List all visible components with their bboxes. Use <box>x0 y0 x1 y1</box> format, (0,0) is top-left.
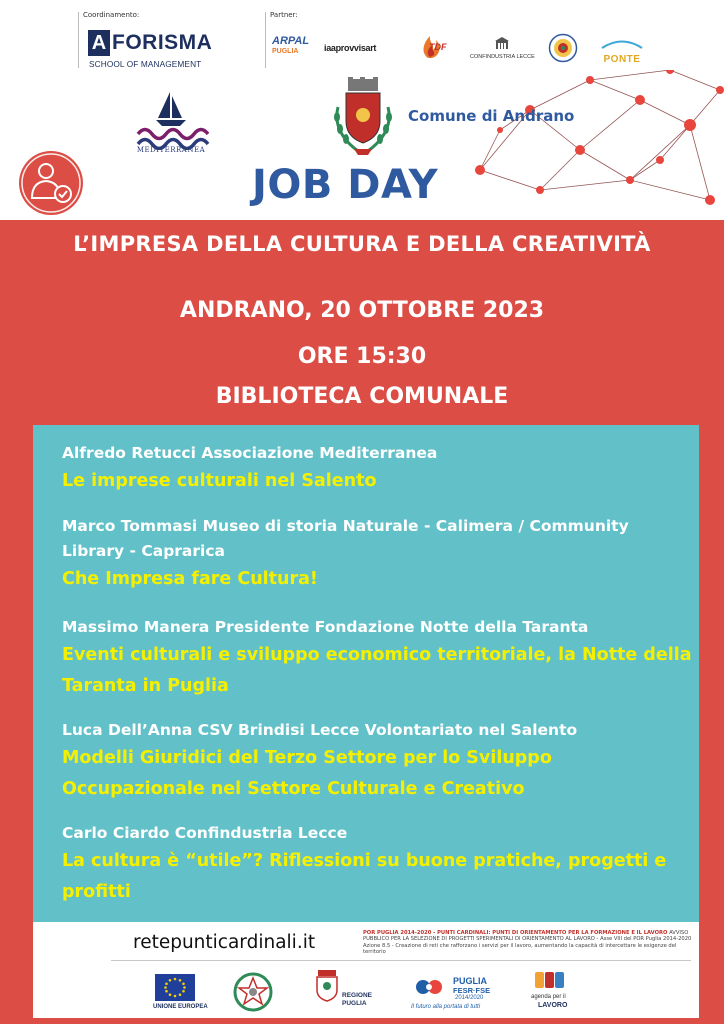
network-graphic <box>470 70 724 220</box>
arpal-puglia-logo <box>272 36 314 62</box>
website-link[interactable]: retepunticardinali.it <box>133 932 316 953</box>
bridge-icon <box>598 39 646 49</box>
program-item <box>62 441 692 497</box>
job-candidate-icon <box>16 148 86 218</box>
speaker-name: Luca Dell’Anna CSV Brindisi Lecce Volontariato nel Salento <box>62 721 578 739</box>
eu-caption: UNIONE EUROPEA <box>153 1004 208 1010</box>
event-venue: BIBLIOTECA COMUNALE <box>215 384 509 409</box>
event-date: ANDRANO, 20 OTTOBRE 2023 <box>179 298 545 323</box>
agenda-caption-2: LAVORO <box>538 1002 568 1009</box>
tdf-logo-text: TDF <box>429 42 447 52</box>
aforisma-logo-subtitle: SCHOOL OF MANAGEMENT <box>89 59 202 69</box>
confindustria-lecce-logo <box>470 36 534 62</box>
aforisma-logo <box>88 26 228 68</box>
seal-icon <box>548 33 578 63</box>
building-icon <box>495 37 509 49</box>
italian-republic-emblem-icon <box>233 972 273 1012</box>
right-border <box>699 425 724 1024</box>
divider <box>265 12 266 68</box>
mediterranea-caption: MEDITERRANEA <box>136 146 206 154</box>
regione-caption-1: REGIONE <box>342 992 372 999</box>
fine-print-title: POR PUGLIA 2014-2020 - PUNTI CARDINALI: PUNTI DI ORIENTAMENTO PER LA FORMAZIONE E IL LAVORO <box>363 930 668 936</box>
program-item <box>62 615 692 702</box>
divider <box>78 12 79 68</box>
program-panel <box>33 425 699 922</box>
fine-print <box>363 930 693 956</box>
fesr-title: PUGLIA <box>453 976 488 986</box>
agenda-lavoro-logo-icon <box>533 970 567 990</box>
bottom-border <box>33 1018 699 1024</box>
event-subtitle: L’IMPRESA DELLA CULTURA E DELLA CREATIVITÀ <box>73 232 651 256</box>
divider <box>111 960 691 961</box>
talk-topic: Che Impresa fare Cultura! <box>62 569 318 589</box>
arpal-logo-line1: ARPAL <box>272 35 310 47</box>
speaker-name: Marco Tommasi Museo di storia Naturale - Calimera / Community Library - Caprarica <box>62 517 629 560</box>
partner-label: Partner: <box>270 11 298 19</box>
por-puglia-logo-icon <box>415 978 449 996</box>
talk-topic: La cultura è “utile”? Riflessioni su buone pratiche, progetti e profitti <box>62 851 667 902</box>
partner-seal-logo <box>548 33 578 63</box>
partner-logo-strip <box>0 0 724 75</box>
confindustria-logo-text: CONFINDUSTRIA LECCE <box>470 54 535 60</box>
speaker-name: Massimo Manera Presidente Fondazione Notte della Taranta <box>62 618 589 636</box>
arpal-logo-line2: PUGLIA <box>272 48 299 55</box>
agenda-caption-1: agenda per il <box>531 994 566 1000</box>
regione-caption-2: PUGLIA <box>342 1000 367 1007</box>
speaker-name: Alfredo Retucci Associazione Mediterranea <box>62 444 438 462</box>
aforisma-logo-name: FORISMA <box>112 31 213 54</box>
fesr-years: 2014/2020 <box>455 995 484 1001</box>
program-item <box>62 821 692 908</box>
fesr-slogan: Il futuro alla portata di tutti <box>411 1004 481 1010</box>
comune-label: Comune di Andrano <box>408 107 575 125</box>
andrano-crest-icon <box>328 77 398 159</box>
sailboat-icon <box>130 88 212 150</box>
footer-top <box>33 922 699 964</box>
fine-print-body: AVVISO PUBBLICO PER LA SELEZIONE DI PROGETTI SPERIMENTALI DI ORIENTAMENTO AL LAVORO - Asse VIII del POR Puglia 2014-2020 Azione 8.5 - Creazione di reti che rafforzano i servizi per il lavoro, aumentando la capacità di intercettare le esigenze del territorio <box>363 930 692 956</box>
tdf-logo <box>416 30 452 62</box>
footer <box>33 922 699 1024</box>
job-day-title: JOB DAY <box>252 162 439 208</box>
talk-topic: Modelli Giuridici del Terzo Settore per lo Sviluppo Occupazionale nel Settore Culturale e Creativo <box>62 748 552 799</box>
left-border <box>0 425 33 1024</box>
ponte-logo <box>598 36 646 64</box>
event-time: ORE 15:30 <box>297 344 427 369</box>
aforisma-logo-letter: A <box>88 30 110 56</box>
speaker-name: Carlo Ciardo Confindustria Lecce <box>62 824 348 842</box>
event-banner <box>0 220 724 425</box>
eu-flag-icon <box>155 974 195 1001</box>
iaaprovvisart-logo: iaaprovvisart <box>324 43 377 53</box>
regione-puglia-crest-icon <box>315 970 339 1002</box>
talk-topic: Le imprese culturali nel Salento <box>62 471 377 491</box>
funding-logos <box>33 964 699 1024</box>
program-item <box>62 718 692 805</box>
program-item <box>62 514 692 595</box>
talk-topic: Eventi culturali e sviluppo economico territoriale, la Notte della Taranta in Puglia <box>62 645 692 696</box>
coordination-label: Coordinamento: <box>83 11 140 19</box>
ponte-logo-text: PONTE <box>603 54 641 65</box>
fesr-sub: FESR·FSE <box>453 986 491 995</box>
